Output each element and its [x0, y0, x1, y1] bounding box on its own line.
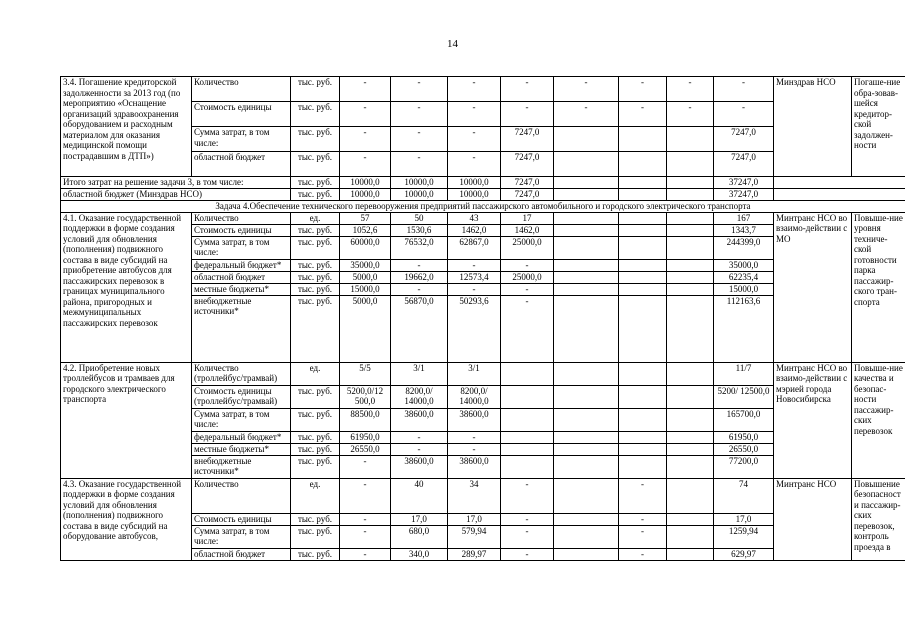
year-value: 1052,6 [340, 224, 391, 236]
indicator-name: областной бюджет [192, 548, 291, 560]
year-value [554, 408, 619, 431]
total-label: областной бюджет (Минздрав НСО) [61, 189, 291, 201]
year-value: - [391, 259, 448, 271]
year-value: 5000,0 [340, 295, 391, 362]
year-value: 680,0 [391, 525, 448, 548]
year-value: 38600,0 [448, 455, 501, 478]
year-value [619, 189, 667, 201]
year-value: 62867,0 [448, 236, 501, 259]
year-value [619, 212, 667, 224]
year-value: - [340, 513, 391, 525]
year-value: - [448, 283, 501, 295]
indicator-name: Стоимость единицы [192, 102, 291, 127]
table-row [61, 189, 905, 201]
year-value: 3/1 [391, 362, 448, 385]
total-value: 15000,0 [714, 283, 774, 295]
year-value: - [667, 77, 714, 102]
total-value: 1343,7 [714, 224, 774, 236]
total-value: 7247,0 [714, 127, 774, 152]
year-value: - [501, 77, 554, 102]
year-value: - [448, 127, 501, 152]
year-value [619, 224, 667, 236]
year-value: 10000,0 [340, 177, 391, 189]
indicator-name: федеральный бюджет* [192, 259, 291, 271]
year-value: 15000,0 [340, 283, 391, 295]
unit: тыс. руб. [291, 431, 340, 443]
measure-title: 4.1. Оказание государственной поддержки в форме создания условий для обновления (пополнения) подвижного состава в виде субсидий на приобретение автобусов для пассажирских перевозок в границах муниципального района, пригородных и межмуниципальных пассажирских перевозок [61, 212, 192, 362]
year-value [501, 408, 554, 431]
year-value [667, 189, 714, 201]
indicator-name: Сумма затрат, в том числе: [192, 236, 291, 259]
year-value [667, 455, 714, 478]
year-value [554, 236, 619, 259]
total-value: 61950,0 [714, 431, 774, 443]
year-value [554, 385, 619, 408]
year-value: - [619, 102, 667, 127]
year-value [554, 152, 619, 177]
year-value: - [340, 152, 391, 177]
year-value [667, 431, 714, 443]
year-value: - [340, 127, 391, 152]
indicator-name: Сумма затрат, в том числе: [192, 127, 291, 152]
year-value: - [501, 295, 554, 362]
year-value [667, 152, 714, 177]
year-value: 25000,0 [501, 271, 554, 283]
year-value [554, 513, 619, 525]
executor: Минтранс НСО [774, 478, 852, 560]
year-value: - [340, 77, 391, 102]
year-value: 579,94 [448, 525, 501, 548]
unit: тыс. руб. [291, 77, 340, 102]
year-value: - [448, 102, 501, 127]
indicator-name: местные бюджеты* [192, 283, 291, 295]
year-value [554, 283, 619, 295]
indicator-name: Количество [192, 212, 291, 224]
measure-title: 4.2. Приобретение новых троллейбусов и трамваев для городского электрического транспорта [61, 362, 192, 478]
year-value [667, 127, 714, 152]
year-value: 1462,0 [448, 224, 501, 236]
total-value: 112163,6 [714, 295, 774, 362]
indicator-name: внебюджетные источники* [192, 455, 291, 478]
year-value: 38600,0 [448, 408, 501, 431]
year-value: - [448, 77, 501, 102]
year-value [554, 548, 619, 560]
indicator-name: Сумма затрат, в том числе: [192, 525, 291, 548]
table-row [61, 362, 905, 385]
indicator-name: Количество [192, 478, 291, 513]
unit: тыс. руб. [291, 283, 340, 295]
year-value [619, 431, 667, 443]
year-value [667, 408, 714, 431]
year-value: 61950,0 [340, 431, 391, 443]
year-value [667, 259, 714, 271]
year-value [554, 443, 619, 455]
table-row [61, 77, 905, 102]
year-value [619, 385, 667, 408]
year-value [619, 152, 667, 177]
year-value: - [619, 77, 667, 102]
year-value: - [391, 152, 448, 177]
indicator-name: Стоимость единицы [192, 513, 291, 525]
year-value: 88500,0 [340, 408, 391, 431]
total-value: - [714, 77, 774, 102]
year-value: 1462,0 [501, 224, 554, 236]
indicator-name: Стоимость единицы [192, 224, 291, 236]
unit: тыс. руб. [291, 102, 340, 127]
year-value: 76532,0 [391, 236, 448, 259]
year-value [667, 177, 714, 189]
year-value [667, 362, 714, 385]
unit: тыс. руб. [291, 236, 340, 259]
year-value: 10000,0 [448, 189, 501, 201]
year-value [619, 177, 667, 189]
year-value [501, 431, 554, 443]
year-value [619, 283, 667, 295]
year-value [619, 271, 667, 283]
table-row [61, 201, 905, 213]
year-value: 50293,6 [448, 295, 501, 362]
year-value: 38600,0 [391, 408, 448, 431]
year-value: 34 [448, 478, 501, 513]
page-number: 14 [447, 38, 458, 50]
unit: тыс. руб. [291, 443, 340, 455]
unit: тыс. руб. [291, 455, 340, 478]
table-row [61, 177, 905, 189]
total-value: 26550,0 [714, 443, 774, 455]
year-value [619, 455, 667, 478]
year-value: - [619, 513, 667, 525]
indicator-name: внебюджетные источники* [192, 295, 291, 362]
executor: Минздрав НСО [774, 77, 852, 177]
empty-cell [774, 189, 905, 201]
indicator-name: областной бюджет [192, 152, 291, 177]
year-value [554, 478, 619, 513]
year-value: 7247,0 [501, 177, 554, 189]
year-value: 8200,0/ 14000,0 [448, 385, 501, 408]
year-value [667, 212, 714, 224]
year-value: - [391, 443, 448, 455]
year-value: - [340, 548, 391, 560]
total-value: 7247,0 [714, 152, 774, 177]
year-value [619, 295, 667, 362]
year-value: 60000,0 [340, 236, 391, 259]
total-value: 165700,0 [714, 408, 774, 431]
year-value [554, 224, 619, 236]
year-value [554, 455, 619, 478]
table-row [61, 478, 905, 513]
year-value: 26550,0 [340, 443, 391, 455]
unit: тыс. руб. [291, 408, 340, 431]
indicator-name: Количество (троллейбус/трамвай) [192, 362, 291, 385]
year-value: - [448, 443, 501, 455]
year-value: 10000,0 [448, 177, 501, 189]
year-value [554, 189, 619, 201]
indicator-name: областной бюджет [192, 271, 291, 283]
year-value: - [554, 77, 619, 102]
unit: тыс. руб. [291, 385, 340, 408]
year-value: - [554, 102, 619, 127]
unit: тыс. руб. [291, 189, 340, 201]
year-value: 57 [340, 212, 391, 224]
year-value [554, 259, 619, 271]
unit: ед. [291, 362, 340, 385]
year-value: - [667, 102, 714, 127]
year-value: - [501, 259, 554, 271]
year-value: 7247,0 [501, 189, 554, 201]
total-value: 11/7 [714, 362, 774, 385]
year-value: 8200,0/ 14000,0 [391, 385, 448, 408]
total-value: 629,97 [714, 548, 774, 560]
indicator-name: местные бюджеты* [192, 443, 291, 455]
year-value [619, 362, 667, 385]
year-value: 289,97 [448, 548, 501, 560]
indicator-name: Количество [192, 77, 291, 102]
year-value: 19662,0 [391, 271, 448, 283]
expected-result: Повыше-ние уровня техниче-ской готовности парка пассажир-ского тран-спорта [852, 212, 905, 362]
year-value: - [391, 283, 448, 295]
measure-title: 3.4. Погашение кредиторской задолженности за 2013 год (по мероприятию «Оснащение организаций здравоохранения оборудованием и расходным материалом для оказания медицинской помощи пострадавшим в ДТП») [61, 77, 192, 177]
year-value: 1530,6 [391, 224, 448, 236]
year-value [554, 362, 619, 385]
year-value [619, 443, 667, 455]
year-value: 5000,0 [340, 271, 391, 283]
year-value: 12573,4 [448, 271, 501, 283]
year-value: 5/5 [340, 362, 391, 385]
year-value: 17,0 [391, 513, 448, 525]
year-value: 40 [391, 478, 448, 513]
year-value: 17 [501, 212, 554, 224]
year-value: - [501, 102, 554, 127]
total-value: 37247,0 [714, 189, 774, 201]
year-value: 7247,0 [501, 127, 554, 152]
total-value: - [714, 102, 774, 127]
total-value: 77200,0 [714, 455, 774, 478]
year-value [554, 177, 619, 189]
year-value: - [391, 127, 448, 152]
task-heading: Задача 4.Обеспечение технического перевооружения предприятий пассажирского автомобильного и городского электрического транспорта [61, 201, 905, 213]
unit: ед. [291, 212, 340, 224]
year-value [667, 548, 714, 560]
year-value: 25000,0 [501, 236, 554, 259]
indicator-name: Сумма затрат, в том числе: [192, 408, 291, 431]
expected-result: Погаше-ние обра-зовав-шейся кредитор-ской задолжен-ности [852, 77, 905, 177]
year-value [554, 212, 619, 224]
year-value [554, 127, 619, 152]
year-value [667, 478, 714, 513]
year-value [667, 271, 714, 283]
year-value: - [391, 431, 448, 443]
unit: тыс. руб. [291, 224, 340, 236]
year-value [501, 455, 554, 478]
year-value [619, 236, 667, 259]
budget-table [60, 76, 905, 561]
year-value: 50 [391, 212, 448, 224]
year-value: 43 [448, 212, 501, 224]
total-value: 35000,0 [714, 259, 774, 271]
year-value: 5200,0/12 500,0 [340, 385, 391, 408]
total-value: 74 [714, 478, 774, 513]
year-value: - [448, 152, 501, 177]
year-value: - [619, 525, 667, 548]
year-value: - [340, 455, 391, 478]
year-value [554, 295, 619, 362]
year-value [619, 259, 667, 271]
year-value [667, 525, 714, 548]
year-value [501, 443, 554, 455]
unit: тыс. руб. [291, 295, 340, 362]
total-value: 244399,0 [714, 236, 774, 259]
expected-result: Повыше-ние качества и безопас-ности пассажир-ских перевозок [852, 362, 905, 478]
year-value: 56870,0 [391, 295, 448, 362]
measure-title: 4.3. Оказание государственной поддержки в форме создания условий для обновления (пополнения) подвижного состава в виде субсидий на оборудование автобусов, [61, 478, 192, 560]
unit: тыс. руб. [291, 259, 340, 271]
year-value [501, 385, 554, 408]
indicator-name: федеральный бюджет* [192, 431, 291, 443]
year-value: - [501, 478, 554, 513]
year-value: - [448, 431, 501, 443]
unit: тыс. руб. [291, 548, 340, 560]
year-value [667, 385, 714, 408]
year-value: 3/1 [448, 362, 501, 385]
year-value: - [619, 548, 667, 560]
year-value [667, 513, 714, 525]
year-value [554, 431, 619, 443]
year-value: - [391, 102, 448, 127]
year-value: 340,0 [391, 548, 448, 560]
year-value [501, 362, 554, 385]
total-value: 37247,0 [714, 177, 774, 189]
unit: тыс. руб. [291, 525, 340, 548]
unit: ед. [291, 478, 340, 513]
year-value [667, 443, 714, 455]
year-value: 10000,0 [391, 189, 448, 201]
year-value: - [340, 478, 391, 513]
year-value [667, 236, 714, 259]
year-value: - [501, 548, 554, 560]
year-value: - [501, 283, 554, 295]
total-value: 1259,94 [714, 525, 774, 548]
unit: тыс. руб. [291, 152, 340, 177]
year-value [554, 271, 619, 283]
year-value [619, 408, 667, 431]
unit: тыс. руб. [291, 271, 340, 283]
table-row [61, 212, 905, 224]
year-value [667, 295, 714, 362]
unit: тыс. руб. [291, 513, 340, 525]
total-value: 167 [714, 212, 774, 224]
year-value: 7247,0 [501, 152, 554, 177]
total-value: 62235,4 [714, 271, 774, 283]
total-label: Итого затрат на решение задачи 3, в том числе: [61, 177, 291, 189]
year-value: 35000,0 [340, 259, 391, 271]
empty-cell [774, 177, 905, 189]
total-value: 17,0 [714, 513, 774, 525]
year-value: 10000,0 [391, 177, 448, 189]
unit: тыс. руб. [291, 127, 340, 152]
indicator-name: Стоимость единицы (троллейбус/трамвай) [192, 385, 291, 408]
year-value: - [340, 525, 391, 548]
year-value: 17,0 [448, 513, 501, 525]
unit: тыс. руб. [291, 177, 340, 189]
year-value: - [619, 478, 667, 513]
executor: Минтранс НСО во взаимо-действии с МО [774, 212, 852, 362]
year-value: 38600,0 [391, 455, 448, 478]
year-value: - [501, 525, 554, 548]
year-value: - [391, 77, 448, 102]
year-value: - [448, 259, 501, 271]
year-value [667, 283, 714, 295]
year-value [667, 224, 714, 236]
year-value: 10000,0 [340, 189, 391, 201]
total-value: 5200/ 12500,0 [714, 385, 774, 408]
expected-result: Повышение безопасност и пассажир-ских перевозок, контроль проезда в [852, 478, 905, 560]
year-value [554, 525, 619, 548]
year-value: - [501, 513, 554, 525]
year-value [619, 127, 667, 152]
year-value: - [340, 102, 391, 127]
executor: Минтранс НСО во взаимо-действии с мэрией города Новосибирска [774, 362, 852, 478]
